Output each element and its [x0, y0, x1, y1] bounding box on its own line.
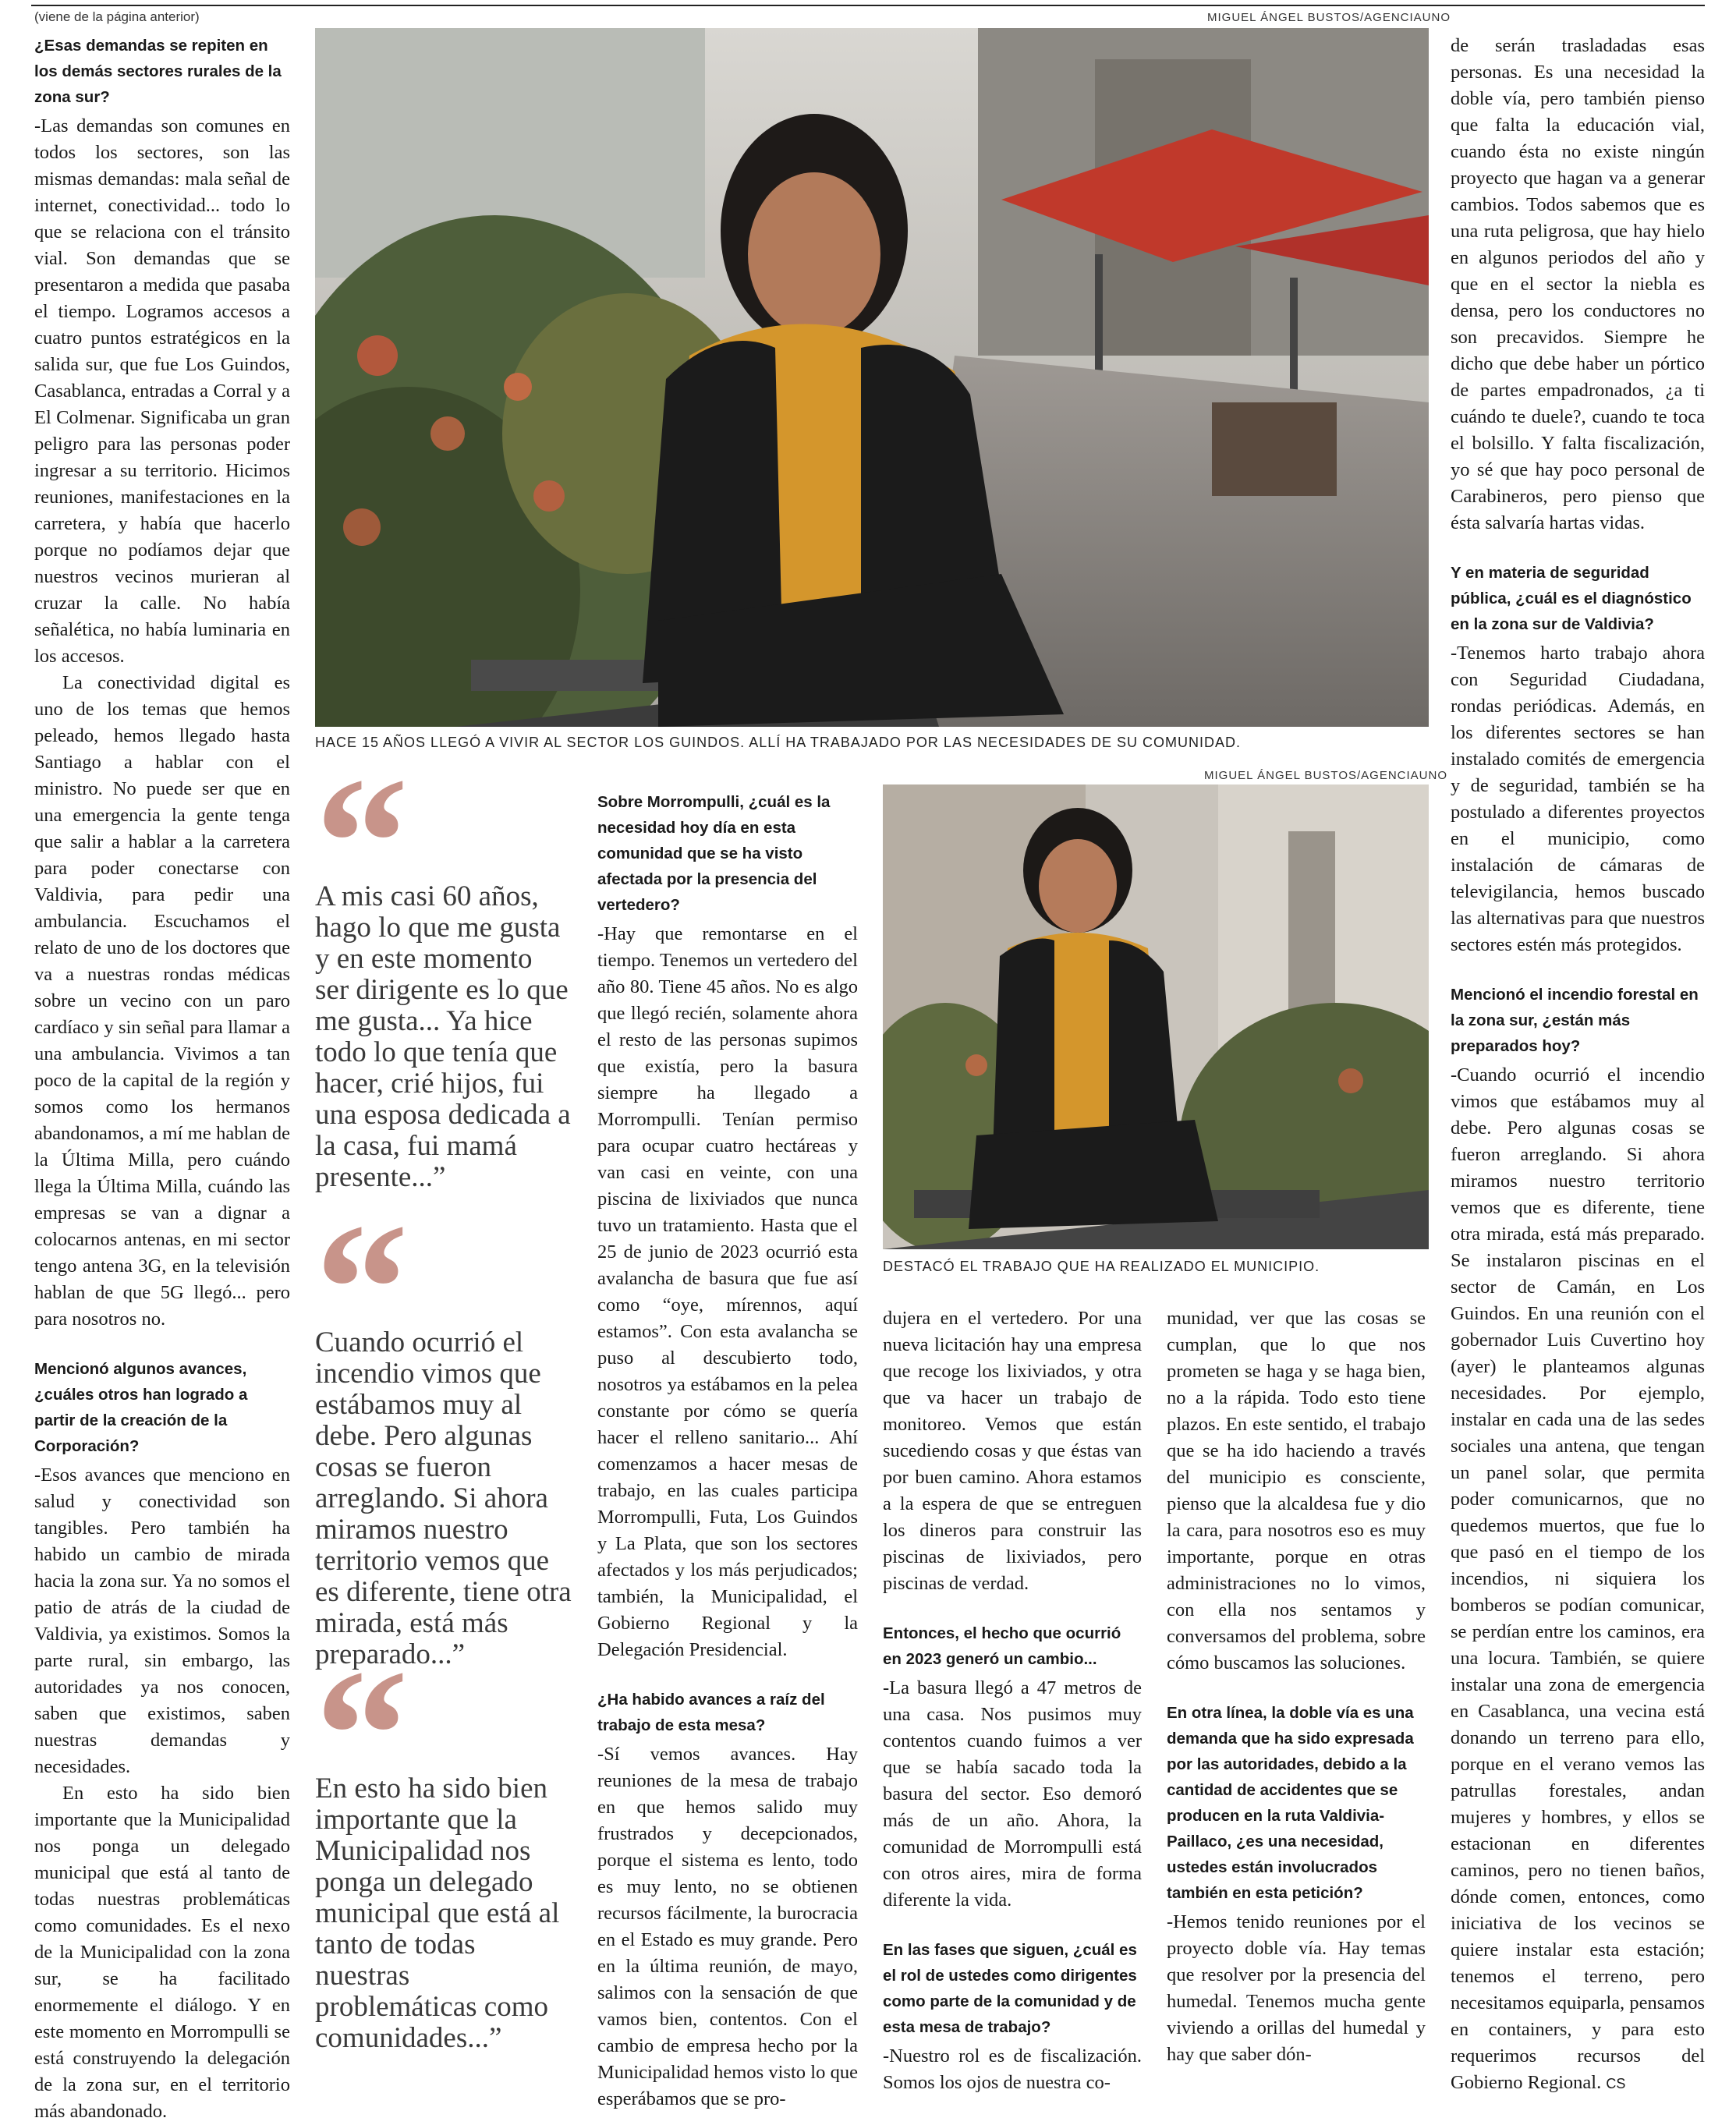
- article-column-5: [1167, 1305, 1426, 2068]
- answer-advances: -Sí vemos avances. Hay reuniones de la mesa de trabajo en que hemos salido muy frustrados y decepcionados, porque el sistema es lento, todo es muy lento, no se obtienen recursos fácilmente, la burocracia en el Estado es muy grande. Pero en la última reunión, de mayo, salimos con la sensación de que vamos bien, contentos. Con el cambio de empresa hecho por la Municipalidad hemos visto lo que esperábamos que se pro-: [597, 1744, 858, 2109]
- question-1: ¿Esas demandas se repiten en los demás sectores rurales de la zona sur?: [34, 37, 282, 106]
- quote-mark-icon: [315, 1226, 572, 1319]
- question-2: Mencionó algunos avances, ¿cuáles otros han logrado a partir de la creación de la Corporación?: [34, 1360, 248, 1455]
- question-morrompulli: Sobre Morrompulli, ¿cuál es la necesidad hoy día en esta comunidad que se ha visto afectada por la presencia del vertedero?: [597, 793, 831, 914]
- top-rule: [31, 5, 1705, 6]
- pull-quote-3: [315, 1672, 572, 2054]
- photo-credit-top: MIGUEL ÁNGEL BUSTOS/AGENCIAUNO: [1207, 11, 1451, 24]
- second-portrait-illustration: [883, 784, 1429, 1249]
- article-column-6: [1451, 33, 1705, 2097]
- answer-1: -Las demandas son comunes en todos los sectores, son las mismas demandas: mala señal de internet, conectividad... todo lo que se relaciona con el tránsito vial. Son demandas que se presentaron a medida que pasaba el tiempo. Logramos accesos a cuatro puntos estratégicos en la salida sur, que fue Los Guindos, Casablanca, entradas a Corral y a El Colmenar. Significaba un gran peligro para las personas poder ingresar a su territorio. Hicimos reuniones, manifestaciones en la carretera, y había que hacerlo porque no podíamos dejar que nuestros vecinos murieran al cruzar la calle. No había señalética, no había luminaria en los accesos.: [34, 115, 290, 667]
- continued-paragraph: munidad, ver que las cosas se cumplan, que lo que nos prometen se haga y se haga bien, no a la rápida. Todo esto tiene plazos. En este sentido, el trabajo que se ha ido haciendo a través del municipio es consciente, pienso que la alcaldesa fue y dio la cara, para nosotros eso es muy importante, porque en otras administraciones no lo vimos, con ella nos sentamos y conversamos del problema, sobre cómo buscamos las soluciones.: [1167, 1308, 1426, 1673]
- end-mark: CS: [1606, 2076, 1626, 2091]
- question-advances: ¿Ha habido avances a raíz del trabajo de esta mesa?: [597, 1691, 825, 1734]
- pull-quote-text: Cuando ocurrió el incendio vimos que estábamos muy al debe. Pero algunas cosas se fueron arreglando. Si ahora miramos nuestro territorio vemos que es diferente, tiene otra mirada, está más preparado...”: [315, 1326, 572, 1670]
- question-change: Entonces, el hecho que ocurrió en 2023 generó un cambio...: [883, 1624, 1121, 1668]
- answer-morrompulli: -Hay que remontarse en el tiempo. Tenemos un vertedero del año 80. Tiene 45 años. No es algo que llegó recién, solamente ahora el resto de las personas supimos que existía, pero la basura siempre ha llegado a Morrompulli. Tenían permiso para ocupar cuatro hectáreas y van casi en veinte, con una piscina de lixiviados que nunca tuvo un tratamiento. Hasta que el 25 de junio de 2023 ocurrió esta avalancha de basura que fue así como “oye, mírennos, aquí estamos”. Con esta avalancha se puso al descubierto todo, nosotros ya estábamos en la pelea constante por cómo se quería hacer el relleno sanitario... Ahí comenzamos a hacer mesas de trabajo, en las cuales participa Morrompulli, Futa, Los Guindos y La Plata, que son los sectores afectados y los más perjudicados; también, la Municipalidad, el Gobierno Regional y la Delegación Presidencial.: [597, 923, 858, 1660]
- photo-credit-mid: MIGUEL ÁNGEL BUSTOS/AGENCIAUNO: [1204, 769, 1448, 782]
- answer-double-lane: -Hemos tenido reuniones por el proyecto doble vía. Hay temas que resolver por la presencia del humedal. Tenemos mucha gente viviendo a orillas del humedal y hay que saber dón-: [1167, 1911, 1426, 2065]
- question-role: En las fases que siguen, ¿cuál es el rol de ustedes como dirigentes como parte de la comunidad y de esta mesa de trabajo?: [883, 1941, 1137, 2036]
- answer-change: -La basura llegó a 47 metros de una casa. Nos pusimos muy contentos cuando fuimos a ver que se había sacado toda la basura del sector. Eso demoró más de un año. Ahora, la comunidad de Morrompulli está con otros aires, mira de forma diferente la vida.: [883, 1677, 1142, 1911]
- article-column-1: [34, 33, 290, 2125]
- question-security: Y en materia de seguridad pública, ¿cuál es el diagnóstico en la zona sur de Valdivia?: [1451, 564, 1692, 633]
- portrait-photo-illustration: [315, 28, 1429, 727]
- answer-2: -Esos avances que menciono en salud y conectividad son tangibles. Pero también ha habido un cambio de mirada hacia la zona sur. Ya no somos el patio de atrás de la ciudad de Valdivia, ya existimos. Somos la parte rural, sin embargo, las autoridades ya nos conocen, saben que existimos, saben nuestras demandas y necesidades.: [34, 1464, 290, 1777]
- quote-mark-icon: [315, 780, 572, 873]
- continued-paragraph: dujera en el vertedero. Por una nueva licitación hay una empresa que recoge los lixiviados, y otra que va hacer un trabajo de monitoreo. Vemos que están sucediendo cosas y que éstas van por buen camino. Ahora estamos a la espera de que se entreguen los dineros para construir las piscinas de lixiviados, pero piscinas de verdad.: [883, 1308, 1142, 1594]
- continued-note: (viene de la página anterior): [34, 9, 200, 24]
- article-column-4: [883, 1305, 1142, 2096]
- pull-quote-text: En esto ha sido bien importante que la Municipalidad nos ponga un delegado municipal que está al tanto de todas nuestras problemáticas como comunidades...”: [315, 1773, 560, 2054]
- question-double-lane: En otra línea, la doble vía es una demanda que ha sido expresada por las autoridades, debido a la cantidad de accidentes que se producen en la ruta Valdivia-Paillaco, ¿es una necesidad, ustedes están involucrados también en esta petición?: [1167, 1704, 1414, 1902]
- main-photo: [315, 28, 1429, 727]
- main-photo-caption: HACE 15 AÑOS LLEGÓ A VIVIR AL SECTOR LOS GUINDOS. ALLÍ HA TRABAJADO POR LAS NECESIDADES DE SU COMUNIDAD.: [315, 735, 1241, 750]
- answer-security: -Tenemos harto trabajo ahora con Seguridad Ciudadana, rondas periódicas. Además, en los diferentes sectores se han instalado comités de emergencia y de seguridad, también se ha postulado a diferentes proyectos en el municipio, como instalación de cámaras de televigilancia, hemos buscado las alternativas para que nuestros sectores estén más protegidos.: [1451, 643, 1705, 955]
- quote-mark-icon: [315, 1672, 572, 1766]
- answer-fire: [1451, 1062, 1705, 2097]
- second-photo: [883, 784, 1429, 1249]
- continued-paragraph: de serán trasladadas esas personas. Es una necesidad la doble vía, pero también pienso que falta la educación vial, cuando ésta no existe ningún proyecto que hagan va a generar cambios. Todos sabemos que es una ruta peligrosa, que hay hielo en algunos periodos del año y que en el sector la niebla es densa, pero los conductores no son precavidos. Siempre he dicho que debe haber un pórtico de partes empadronados, ¿a ti cuándo te duele?, cuando te toca el bolsillo. Y falta fiscalización, yo sé que hay poco personal de Carabineros, pero pienso que ésta salvaría hartas vidas.: [1451, 35, 1705, 533]
- article-column-3: [597, 789, 858, 2113]
- answer-role: -Nuestro rol es de fiscalización. Somos los ojos de nuestra co-: [883, 2045, 1142, 2093]
- answer-fire-text: -Cuando ocurrió el incendio vimos que estábamos muy al debe. Pero algunas cosas se fueron arreglando. Si ahora miramos nuestro territorio vemos que es diferente, tiene otra mirada, está más preparado. Se instalaron piscinas en el sector de Camán, en Los Guindos. En una reunión con el gobernador Luis Cuvertino hoy (ayer) le planteamos algunas necesidades. Por ejemplo, instalar en cada una de las sedes sociales una antena, que tengan un panel solar, que permita poder comunicarnos, que no quedemos muertos, que fue lo que pasó en el tiempo de los incendios, ni siquiera los bomberos se podían comunicar, se perdían entre los caminos, era una locura. También, se quiere instalar una zona de emergencia en Casablanca, una vecina está donando un terreno para ello, porque en el verano vemos las patrullas forestales, andan mujeres y hombres, y ellos se estacionan en diferentes caminos, pero no tienen baños, dónde comen, entonces, como iniciativa de los vecinos se quiere instalar esta estación; tenemos el terreno, pero necesitamos equiparla, pensamos en containers, y para esto requerimos recursos del Gobierno Regional.: [1451, 1064, 1705, 2093]
- pull-quote-1: [315, 780, 572, 1193]
- paragraph-connectivity: La conectividad digital es uno de los temas que hemos peleado, hemos llegado hasta Santiago a hablar con el ministro. No puede ser que en una emergencia la gente tenga que salir a hablar a la carretera para poder conectarse con Valdivia, para pedir una ambulancia. Escuchamos el relato de uno de los doctores que va a nuestras rondas médicas sobre un vecino con un paro cardíaco y sin señal para llamar a una ambulancia. Vivimos a tan poco de la capital de la región y somos como los hermanos abandonamos, a mí me hablan de la Última Milla, pero cuándo llega la Última Milla, cuándo las empresas se van a dignar a colocarnos antenas, en mi sector tengo antena 3G, en la televisión hablan de que 5G llegó... pero para nosotros no.: [34, 672, 290, 1330]
- pull-quote-text: A mis casi 60 años, hago lo que me gusta y en este momento ser dirigente es lo que me gusta... Ya hice todo lo que tenía que hacer, crié hijos, fui una esposa dedicada a la casa, fui mamá presente...”: [315, 880, 571, 1193]
- second-photo-caption: DESTACÓ EL TRABAJO QUE HA REALIZADO EL MUNICIPIO.: [883, 1259, 1320, 1274]
- pull-quote-2: [315, 1226, 572, 1670]
- paragraph-delegate: En esto ha sido bien importante que la Municipalidad nos ponga un delegado municipal que está al tanto de todas nuestras problemáticas como comunidades. Es el nexo de la Municipalidad con la zona sur, se ha facilitado enormemente el diálogo. Y en este momento en Morrompulli se está construyendo la delegación de la zona sur, en el territorio más abandonado.: [34, 1783, 290, 2122]
- question-fire: Mencionó el incendio forestal en la zona sur, ¿están más preparados hoy?: [1451, 986, 1699, 1055]
